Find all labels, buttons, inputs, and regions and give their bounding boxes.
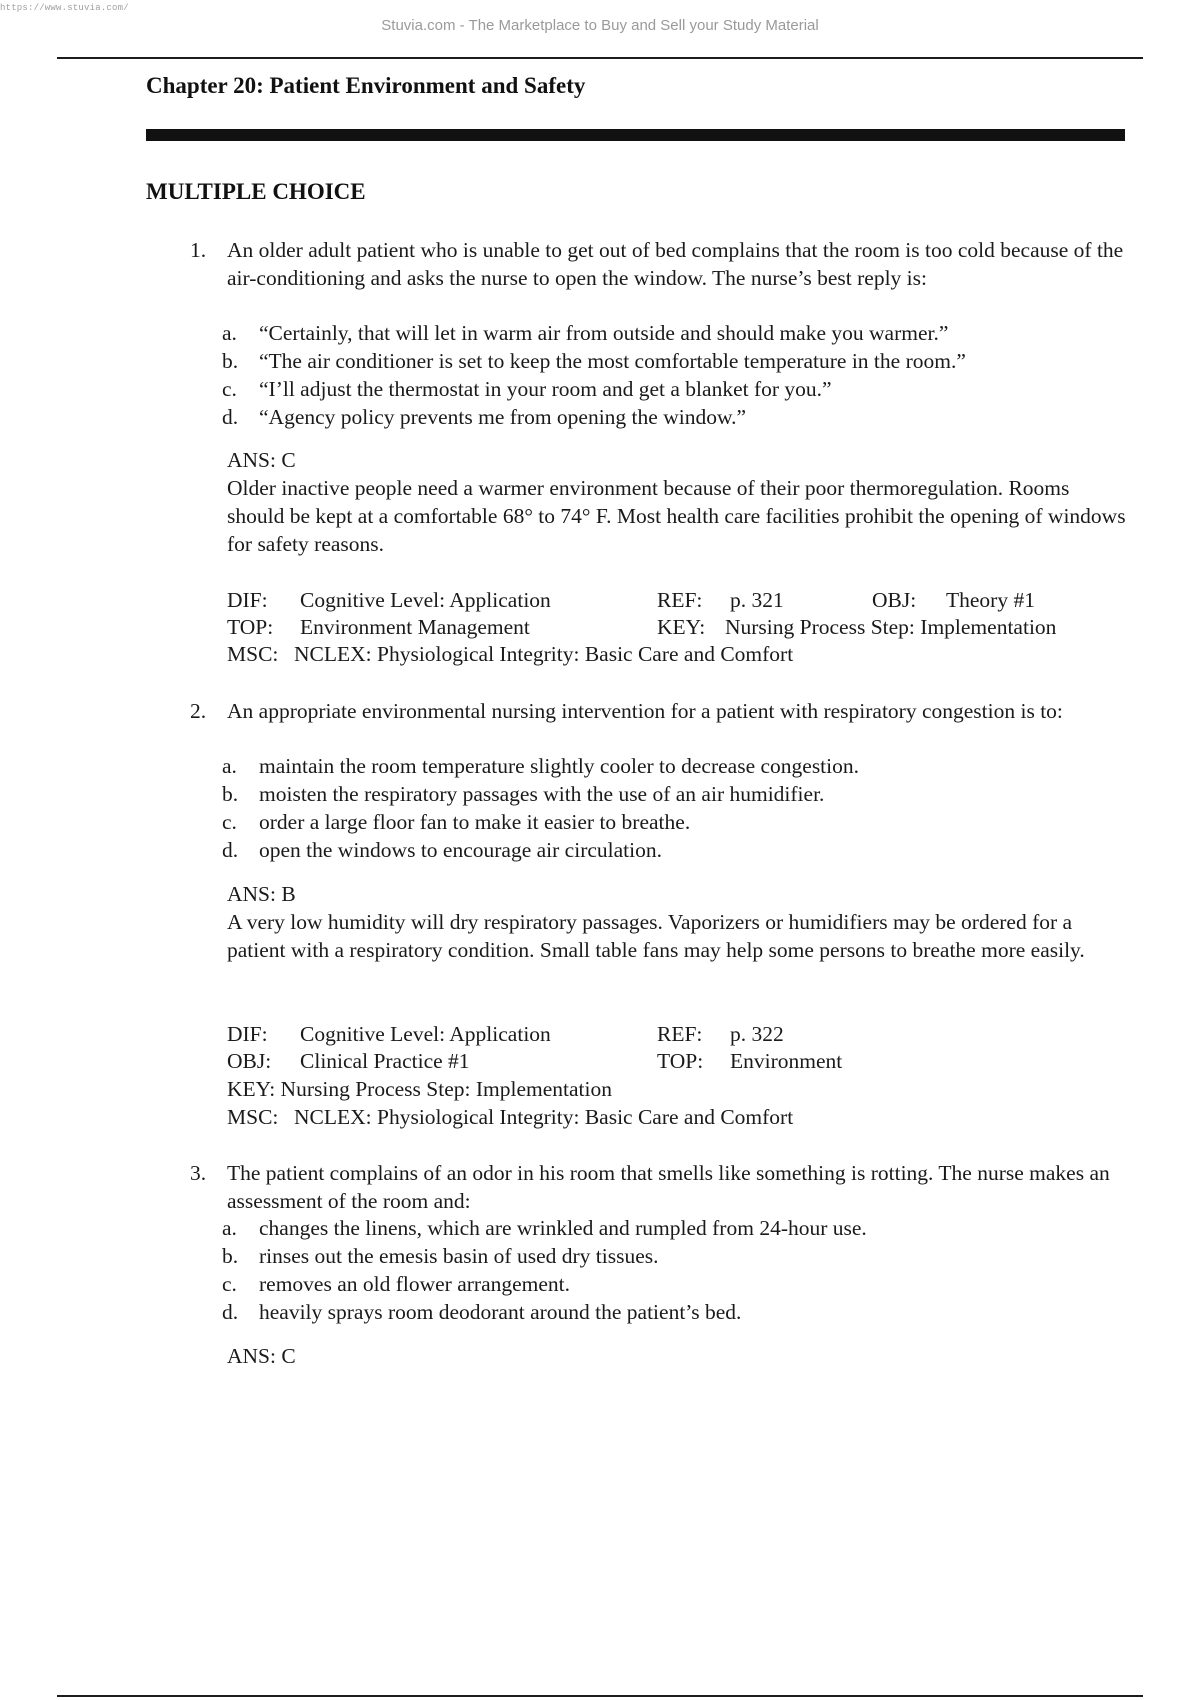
title-divider-bar: [146, 129, 1125, 141]
meta-key-value: Nursing Process Step: Implementation: [725, 615, 1057, 639]
meta-ref-value: p. 322: [730, 1022, 784, 1046]
option-letter: a.: [222, 1216, 237, 1240]
question-stem: An appropriate environmental nursing intervention for a patient with respiratory congestion is to:: [227, 699, 1063, 723]
meta-obj-label: OBJ:: [227, 1049, 272, 1073]
question-stem: An older adult patient who is unable to get out of bed complains that the room is too cold because of the air-conditioning and asks the nurse to open the window. The nurse’s best reply is:: [227, 238, 1124, 290]
option-text: heavily sprays room deodorant around the patient’s bed.: [259, 1300, 742, 1324]
chapter-title: Chapter 20: Patient Environment and Safety: [146, 73, 586, 98]
option-text: removes an old flower arrangement.: [259, 1272, 571, 1296]
answer-key: ANS: C: [227, 1344, 296, 1368]
question-number: 3.: [190, 1161, 207, 1185]
answer-key: ANS: C: [227, 448, 296, 472]
option-text: moisten the respiratory passages with the use of an air humidifier.: [259, 782, 825, 806]
option-letter: d.: [222, 838, 239, 862]
option-text: “The air conditioner is set to keep the most comfortable temperature in the room.”: [259, 349, 966, 373]
meta-msc-label: MSC:: [227, 1105, 279, 1129]
option-letter: b.: [222, 349, 239, 373]
meta-key-label: KEY:: [657, 615, 706, 639]
meta-top-label: TOP:: [227, 615, 274, 639]
site-header: Stuvia.com - The Marketplace to Buy and Sell your Study Material: [381, 17, 819, 34]
option-letter: a.: [222, 321, 237, 345]
meta-top-label: TOP:: [657, 1049, 704, 1073]
meta-dif-value: Cognitive Level: Application: [300, 1022, 551, 1046]
option-text: “I’ll adjust the thermostat in your room and get a blanket for you.”: [259, 377, 832, 401]
meta-dif-label: DIF:: [227, 588, 268, 612]
rationale: A very low humidity will dry respiratory passages. Vaporizers or humidifiers may be ordered for a patient with a respiratory condition. Small table fans may help some persons to breathe more easily.: [227, 910, 1085, 962]
meta-msc-label: MSC:: [227, 642, 279, 666]
header-rule: [57, 57, 1143, 59]
option-text: open the windows to encourage air circulation.: [259, 838, 662, 862]
option-letter: b.: [222, 1244, 239, 1268]
footer-rule: [57, 1695, 1143, 1697]
option-letter: c.: [222, 1272, 237, 1296]
option-text: changes the linens, which are wrinkled and rumpled from 24-hour use.: [259, 1216, 867, 1240]
meta-msc-value: NCLEX: Physiological Integrity: Basic Care and Comfort: [294, 1105, 794, 1129]
meta-ref-value: p. 321: [730, 588, 784, 612]
option-letter: c.: [222, 377, 237, 401]
meta-obj-value: Clinical Practice #1: [300, 1049, 470, 1073]
option-text: “Certainly, that will let in warm air from outside and should make you warmer.”: [259, 321, 949, 345]
option-text: order a large floor fan to make it easier to breathe.: [259, 810, 691, 834]
question-stem: The patient complains of an odor in his room that smells like something is rotting. The nurse makes an assessment of the room and:: [227, 1161, 1110, 1213]
meta-msc-value: NCLEX: Physiological Integrity: Basic Care and Comfort: [294, 642, 794, 666]
option-letter: a.: [222, 754, 237, 778]
meta-ref-label: REF:: [657, 588, 703, 612]
question-number: 1.: [190, 238, 207, 262]
meta-dif-label: DIF:: [227, 1022, 268, 1046]
rationale: Older inactive people need a warmer environment because of their poor thermoregulation. Rooms should be kept at a comfortable 68° to 74° F. Most health care facilities prohibit the opening of windows for safety reasons.: [227, 476, 1126, 556]
meta-obj-label: OBJ:: [872, 588, 917, 612]
section-title: MULTIPLE CHOICE: [146, 179, 366, 204]
source-url-stamp: https://www.stuvia.com/: [0, 3, 129, 13]
option-text: maintain the room temperature slightly cooler to decrease congestion.: [259, 754, 860, 778]
meta-top-value: Environment Management: [300, 615, 530, 639]
meta-key-line: KEY: Nursing Process Step: Implementation: [227, 1077, 612, 1101]
option-letter: c.: [222, 810, 237, 834]
answer-key: ANS: B: [227, 882, 296, 906]
meta-obj-value: Theory #1: [946, 588, 1035, 612]
meta-top-value: Environment: [730, 1049, 843, 1073]
option-letter: d.: [222, 405, 239, 429]
option-text: “Agency policy prevents me from opening the window.”: [259, 405, 746, 429]
meta-dif-value: Cognitive Level: Application: [300, 588, 551, 612]
meta-ref-label: REF:: [657, 1022, 703, 1046]
option-letter: d.: [222, 1300, 239, 1324]
question-number: 2.: [190, 699, 207, 723]
option-letter: b.: [222, 782, 239, 806]
option-text: rinses out the emesis basin of used dry tissues.: [259, 1244, 659, 1268]
